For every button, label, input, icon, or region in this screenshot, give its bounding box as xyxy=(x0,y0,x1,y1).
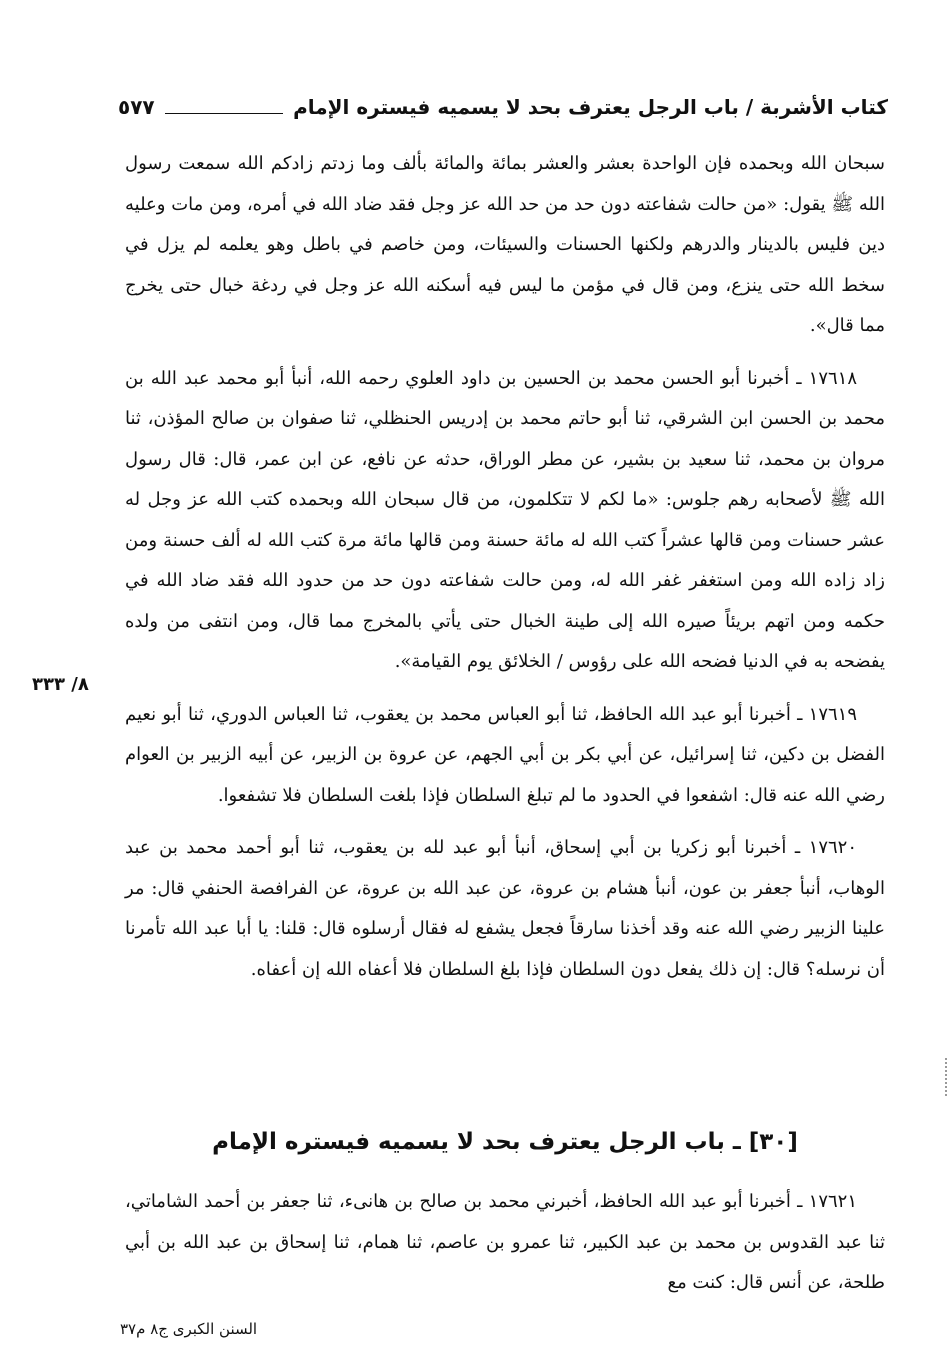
chapter-text-block xyxy=(125,1182,885,1304)
main-text-block xyxy=(125,144,885,990)
page-number: ٥٧٧ xyxy=(118,95,155,119)
footer-signature: السنن الكبرى ج٨ م٣٧ xyxy=(120,1320,258,1338)
chapter-heading: [٣٠] ـ باب الرجل يعترف بحد لا يسميه فيستره الإمام xyxy=(212,1129,798,1155)
paragraph-hadith-17620: ١٧٦٢٠ ـ أخبرنا أبو زكريا بن أبي إسحاق، أنبأ أبو عبد لله بن يعقوب، ثنا أبو أحمد محمد بن عبد الوهاب، أنبأ جعفر بن عون، أنبأ هشام بن عروة، عن عبد الله بن عروة، عن الفرافصة الحنفي قال: مر علينا الزبير رضي الله عنه وقد أخذنا سارقاً فجعل يشفع له فقال أرسلوه قال: قلنا: يا أبا عبد الله تأمرنا أن نرسله؟ قال: إن ذلك يفعل دون السلطان فإذا بلغ السلطان فلا أعفاه الله إن أعفاه. xyxy=(125,837,886,980)
running-header xyxy=(118,88,888,122)
margin-volume-page-note: ٨/ ٣٣٣ xyxy=(32,674,89,695)
paragraph-hadith-17619: ١٧٦١٩ ـ أخبرنا أبو عبد الله الحافظ، ثنا أبو العباس محمد بن يعقوب، ثنا العباس الدوري، ثنا أبو نعيم الفضل بن دكين، ثنا إسرائيل، عن أبي بكر بن أبي الجهم، عن عروة بن الزبير، عن أبيه الزبير بن العوام رضي الله عنه قال: اشفعوا في الحدود ما لم تبلغ السلطان فإذا بلغت السلطان فلا تشفعوا. xyxy=(125,703,885,806)
paragraph-continuation: سبحان الله وبحمده فإن الواحدة بعشر والعشر بمائة والمائة بألف وما زدتم زادكم الله سمعت رسول الله ﷺ يقول: «من حالت شفاعته دون حد من حد الله عز وجل فقد ضاد الله في أمره، ومن مات وعليه دين فليس بالدينار والدرهم ولكنها الحسنات والسيئات، ومن خاصم في باطل وهو يعلمه لم يزل في سخط الله حتى ينزع، ومن قال في مؤمن ما ليس فيه أسكنه الله عز وجل في ردغة خبال حتى يخرج مما قال». xyxy=(125,153,885,336)
scan-edge-marks xyxy=(941,1058,947,1096)
header-title: كتاب الأشربة / باب الرجل يعترف بحد لا يسميه فيستره الإمام xyxy=(293,95,888,119)
header-rule xyxy=(165,113,283,114)
paragraph-hadith-17618: ١٧٦١٨ ـ أخبرنا أبو الحسن محمد بن الحسين بن داود العلوي رحمه الله، أنبأ أبو محمد عبد الله بن محمد بن الحسن ابن الشرقي، ثنا أبو حاتم محمد بن إدريس الحنظلي، ثنا صفوان بن صالح المؤذن، ثنا مروان بن محمد، ثنا سعيد بن بشير، عن مطر الوراق، حدثه عن نافع، عن ابن عمر، قال: قال رسول الله ﷺ لأصحابه رهم جلوس: «ما لكم لا تتكلمون، من قال سبحان الله وبحمده كتب الله عز وجل له عشر حسنات ومن قالها عشراً كتب الله له مائة حسنة ومن قالها مائة مرة كتب الله له ألف حسنة ومن زاد زاده الله ومن استغفر غفر الله له، ومن حالت شفاعته دون حد من حدود الله فقد ضاد الله في حكمه ومن اتهم بريئاً صيره الله إلى طينة الخبال حتى يأتي بالمخرج مما قال، ومن انتفى من ولده يفضحه به في الدنيا فضحه الله على رؤوس / الخلائق يوم القيامة». xyxy=(125,367,886,672)
paragraph-hadith-17621: ١٧٦٢١ ـ أخبرنا أبو عبد الله الحافظ، أخبرني محمد بن صالح بن هانىء، ثنا جعفر بن أحمد الشاماتي، ثنا عبد القدوس بن محمد بن عبد الكبير، ثنا عمرو بن عاصم، ثنا همام، ثنا إسحاق بن عبد الله بن أبي طلحة، عن أنس قال: كنت مع xyxy=(125,1191,885,1293)
